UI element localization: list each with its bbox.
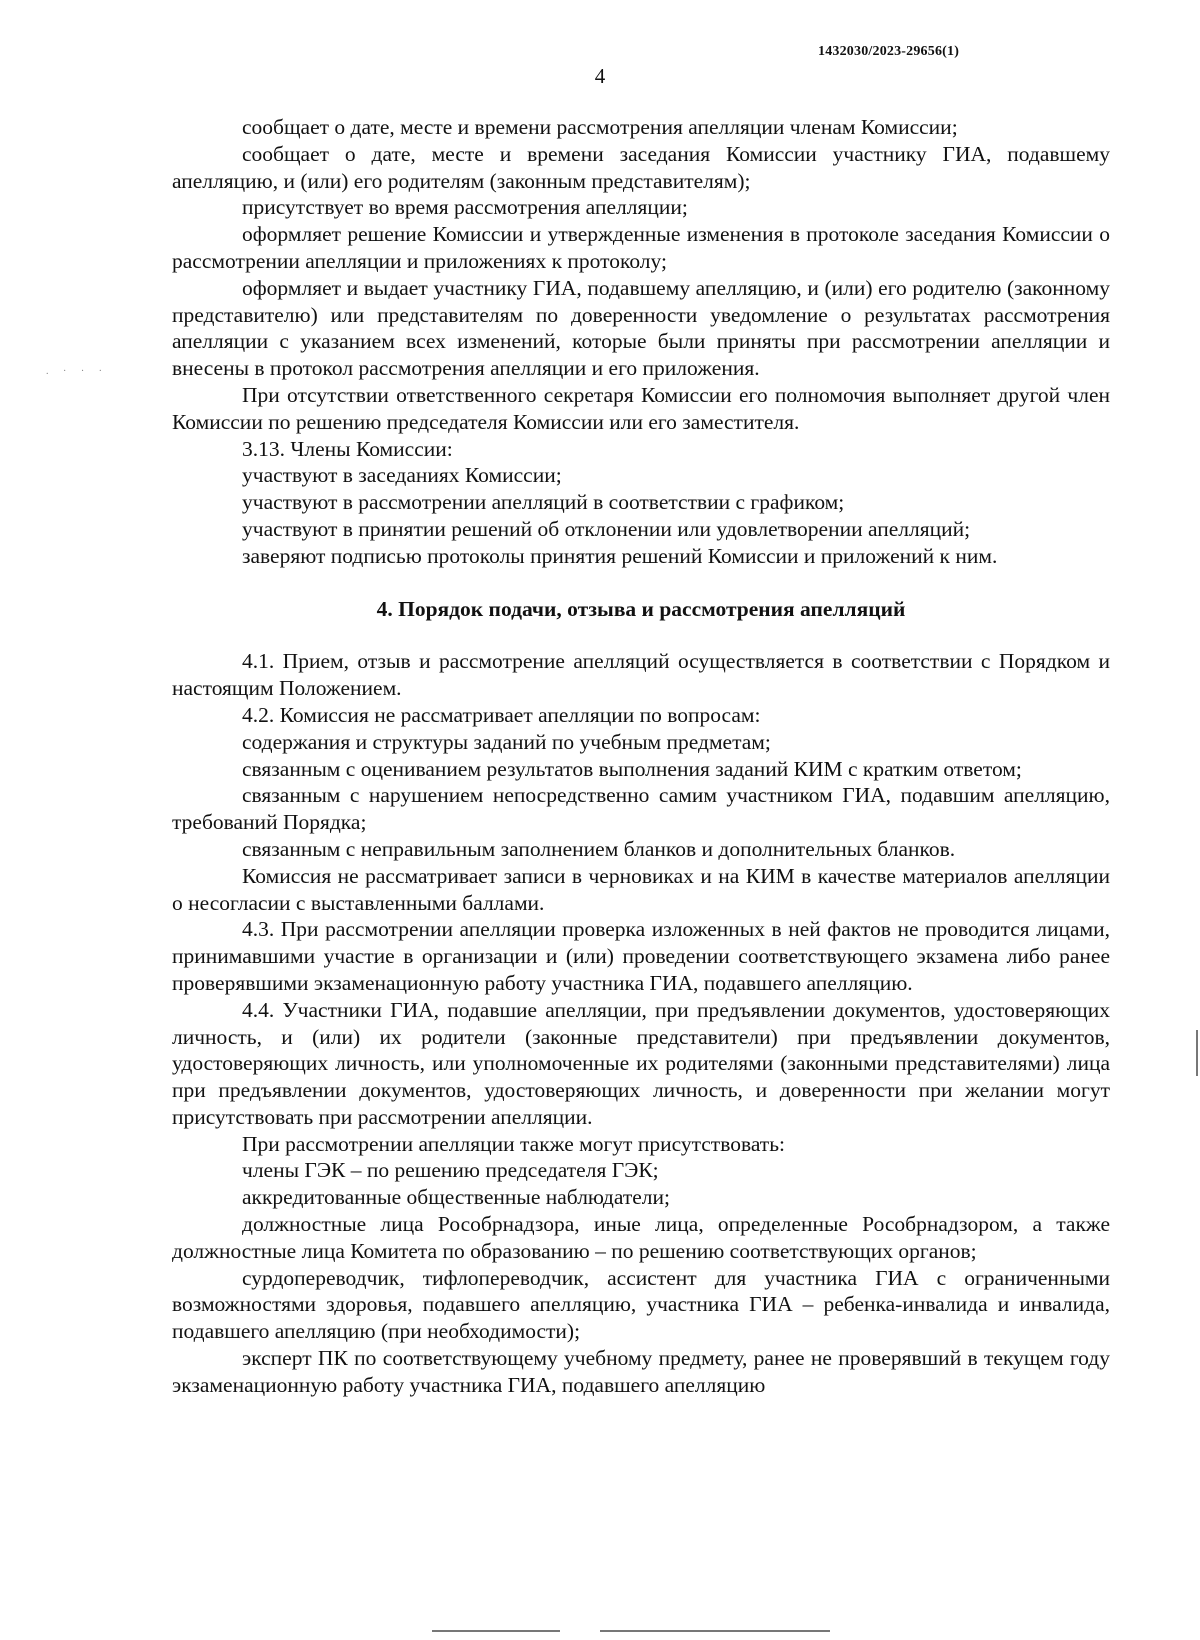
paragraph: участвуют в принятии решений об отклонении или удовлетворении апелляций; [242, 516, 971, 541]
document-id: 1432030/2023-29656(1) [818, 44, 960, 59]
paragraph: сообщает о дате, месте и времени заседания Комиссии участнику ГИА, подавшему апелляцию, и (или) его родителям (законным представителям); [172, 141, 1110, 193]
paragraph: связанным с неправильным заполнением бланков и дополнительных бланков. [242, 836, 956, 861]
paragraph: При рассмотрении апелляции также могут присутствовать: [242, 1131, 785, 1156]
paragraph: связанным с оцениванием результатов выполнения заданий КИМ с кратким ответом; [242, 756, 1022, 781]
scan-artifact [432, 1630, 560, 1632]
paragraph: участвуют в заседаниях Комиссии; [242, 463, 562, 488]
paragraph: связанным с нарушением непосредственно самим участником ГИА, подавшим апелляцию, требований Порядка; [172, 783, 1110, 835]
scan-artifact [600, 1630, 830, 1632]
paragraph: должностные лица Рособрнадзора, иные лица, определенные Рособрнадзором, а также должностные лица Комитета по образованию – по решению соответствующих органов; [172, 1212, 1110, 1263]
paragraph: При отсутствии ответственного секретаря Комиссии его полномочия выполняет другой член Комиссии по решению председателя Комиссии или его заместителя. [172, 382, 1110, 434]
paragraph: сурдопереводчик, тифлопереводчик, ассистент для участника ГИА с ограниченными возможностями здоровья, подавшего апелляцию, участника ГИА – ребенка-инвалида и инвалида, подавшего апелляцию (при необходимости); [172, 1265, 1110, 1344]
document-body [172, 114, 1110, 1399]
paragraph: 4.4. Участники ГИА, подавшие апелляции, при предъявлении документов, удостоверяющих личность, и (или) их родители (законные представители) при предъявлении документов, удостоверяющих личность, или уполномоченные их родителями (законными представителями) лица при предъявлении документов, удостоверяющих личность, и доверенности при желании могут присутствовать при рассмотрении апелляции. [172, 997, 1110, 1129]
paragraph: Комиссия не рассматривает записи в черновиках и на КИМ в качестве материалов апелляции о несогласии с выставленными баллами. [172, 863, 1110, 915]
paragraph: оформляет решение Комиссии и утвержденные изменения в протоколе заседания Комиссии о рассмотрении апелляции и приложениях к протоколу; [172, 222, 1110, 273]
paragraph: эксперт ПК по соответствующему учебному предмету, ранее не проверявший в текущем году экзаменационную работу участника ГИА, подавшего апелляцию [172, 1346, 1110, 1397]
paragraph: 4.1. Прием, отзыв и рассмотрение апелляций осуществляется в соответствии с Порядком и настоящим Положением. [172, 649, 1110, 701]
paragraph: участвуют в рассмотрении апелляций в соответствии с графиком; [242, 490, 845, 515]
paragraph: 3.13. Члены Комиссии: [242, 436, 453, 461]
section-title: 4. Порядок подачи, отзыва и рассмотрения апелляций [376, 596, 906, 621]
paragraph: 4.2. Комиссия не рассматривает апелляции по вопросам: [242, 702, 761, 727]
paragraph: сообщает о дате, месте и времени рассмотрения апелляции членам Комиссии; [242, 115, 958, 139]
paragraph: заверяют подписью протоколы принятия решений Комиссии и приложений к ним. [242, 543, 998, 568]
paragraph: аккредитованные общественные наблюдатели; [242, 1185, 670, 1210]
paragraph: 4.3. При рассмотрении апелляции проверка изложенных в ней фактов не проводится лицами, принимавшими участие в организации и (или) проведении соответствующего экзамена либо ранее проверявшими экзаменационную работу участника ГИА, подавшего апелляцию. [172, 917, 1110, 995]
paragraph: оформляет и выдает участнику ГИА, подавшему апелляцию, и (или) его родителю (законному представителю) или представителям по доверенности уведомление о результатах рассмотрения апелляции с указанием всех изменений, которые были приняты при рассмотрении апелляции и внесены в протокол рассмотрения апелляции и его приложения. [172, 275, 1110, 381]
paragraph: содержания и структуры заданий по учебным предметам; [242, 729, 771, 754]
paragraph: присутствует во время рассмотрения апелляции; [242, 195, 688, 220]
paragraph: члены ГЭК – по решению председателя ГЭК; [242, 1158, 659, 1183]
scan-artifact: . · · · [46, 366, 108, 377]
page-number: 4 [594, 64, 606, 88]
scan-artifact [1196, 1030, 1198, 1076]
